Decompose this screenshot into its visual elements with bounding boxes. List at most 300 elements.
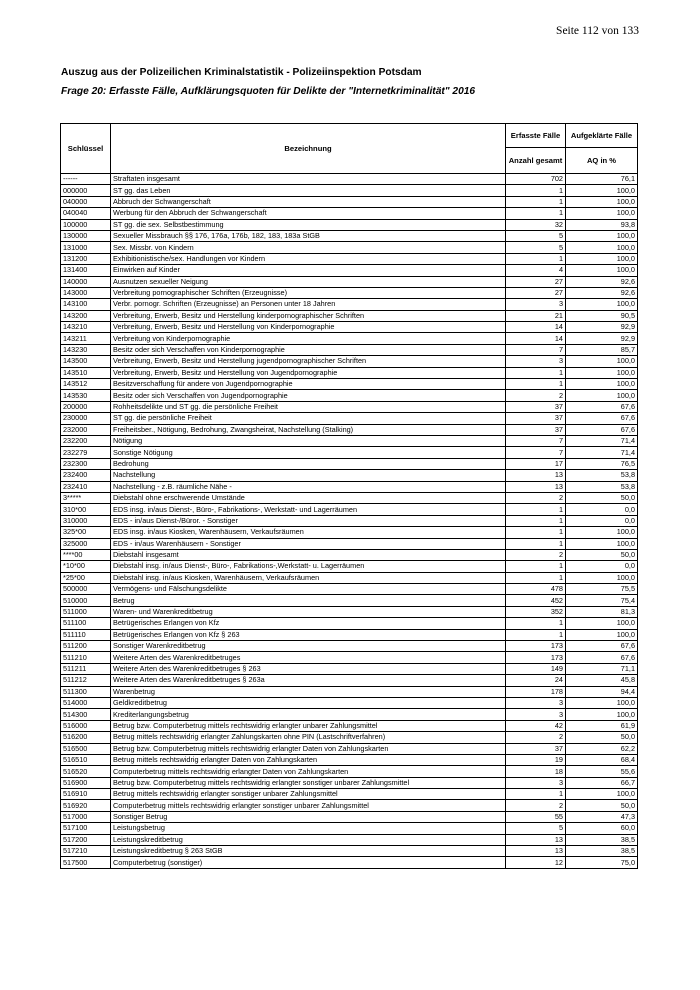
cell-rate: 75,4 [566, 595, 638, 606]
table-row [61, 447, 638, 458]
table-row [61, 242, 638, 253]
table-body [61, 174, 638, 869]
cell-description: Geldkreditbetrug [111, 697, 506, 708]
cell-count: 149 [506, 663, 566, 674]
table-row [61, 196, 638, 207]
cell-description: Diebstahl ohne erschwerende Umstände [111, 492, 506, 503]
cell-count: 19 [506, 754, 566, 765]
cell-description: Diebstahl insg. in/aus Dienst-, Büro-, Fabrikations-,Werkstatt- u. Lagerräumen [111, 561, 506, 572]
cell-count: 1 [506, 379, 566, 390]
cell-count: 1 [506, 515, 566, 526]
cell-key: 143230 [61, 344, 111, 355]
cell-description: Leistungskreditbetrug § 263 StGB [111, 846, 506, 857]
cell-description: Verbr. pornogr. Schriften (Erzeugnisse) an Personen unter 18 Jahren [111, 299, 506, 310]
cell-key: *10*00 [61, 561, 111, 572]
cell-description: Sexueller Missbrauch §§ 176, 176a, 176b, 182, 183, 183a StGB [111, 230, 506, 241]
cell-count: 7 [506, 344, 566, 355]
cell-description: Verbreitung, Erwerb, Besitz und Herstellung jugendpornographischer Schriften [111, 356, 506, 367]
cell-key: 310000 [61, 515, 111, 526]
cell-key: 310*00 [61, 504, 111, 515]
table-row [61, 219, 638, 230]
cell-rate: 100,0 [566, 208, 638, 219]
table-row [61, 435, 638, 446]
cell-count: 32 [506, 219, 566, 230]
cell-key: 000000 [61, 185, 111, 196]
cell-count: 1 [506, 538, 566, 549]
cell-description: EDS - in/aus Warenhäusern - Sonstiger [111, 538, 506, 549]
cell-rate: 66,7 [566, 777, 638, 788]
cell-count: 14 [506, 322, 566, 333]
cell-count: 1 [506, 618, 566, 629]
table-row [61, 504, 638, 515]
cell-rate: 71,4 [566, 447, 638, 458]
cell-count: 1 [506, 253, 566, 264]
cell-count: 55 [506, 811, 566, 822]
cell-count: 37 [506, 413, 566, 424]
cell-rate: 100,0 [566, 185, 638, 196]
cell-description: Verbreitung von Kinderpornographie [111, 333, 506, 344]
cell-count: 7 [506, 447, 566, 458]
cell-rate: 62,2 [566, 743, 638, 754]
cell-description: Vermögens- und Fälschungsdelikte [111, 584, 506, 595]
cell-count: 1 [506, 504, 566, 515]
cell-description: Einwirken auf Kinder [111, 265, 506, 276]
cell-key: 511300 [61, 686, 111, 697]
cell-count: 18 [506, 766, 566, 777]
cell-key: 143100 [61, 299, 111, 310]
table-row [61, 743, 638, 754]
cell-count: 3 [506, 777, 566, 788]
table-row [61, 606, 638, 617]
cell-count: 13 [506, 481, 566, 492]
table-row [61, 641, 638, 652]
cell-count: 4 [506, 265, 566, 276]
cell-count: 27 [506, 276, 566, 287]
cell-count: 2 [506, 549, 566, 560]
cell-rate: 76,1 [566, 174, 638, 185]
cell-key: 232279 [61, 447, 111, 458]
cell-rate: 92,6 [566, 276, 638, 287]
cell-description: EDS - in/aus Dienst-/Büror. - Sonstiger [111, 515, 506, 526]
cell-rate: 92,6 [566, 287, 638, 298]
cell-count: 2 [506, 492, 566, 503]
cell-count: 478 [506, 584, 566, 595]
table-row [61, 481, 638, 492]
cell-key: 040000 [61, 196, 111, 207]
table-row [61, 618, 638, 629]
cell-rate: 71,1 [566, 663, 638, 674]
cell-rate: 93,8 [566, 219, 638, 230]
cell-rate: 50,0 [566, 492, 638, 503]
cell-rate: 0,0 [566, 515, 638, 526]
table-row [61, 561, 638, 572]
cell-description: Betrügerisches Erlangen von Kfz [111, 618, 506, 629]
cell-key: 232400 [61, 470, 111, 481]
cell-count: 13 [506, 470, 566, 481]
cell-description: Besitzverschaffung für andere von Jugendpornographie [111, 379, 506, 390]
cell-rate: 100,0 [566, 242, 638, 253]
header-description: Bezeichnung [111, 124, 506, 174]
cell-description: Betrug mittels rechtswidrig erlangter Daten von Zahlungskarten [111, 754, 506, 765]
cell-count: 1 [506, 561, 566, 572]
cell-description: Betrug bzw. Computerbetrug mittels rechtswidrig erlangter Daten von Zahlungskarten [111, 743, 506, 754]
table-row [61, 697, 638, 708]
cell-key: 511100 [61, 618, 111, 629]
cell-rate: 0,0 [566, 504, 638, 515]
table-row [61, 834, 638, 845]
cell-description: Betrug mittels rechtswidrig erlangter sonstiger unbarer Zahlungsmittel [111, 789, 506, 800]
table-row [61, 789, 638, 800]
table-row [61, 652, 638, 663]
table-row [61, 287, 638, 298]
cell-key: 230000 [61, 413, 111, 424]
cell-description: Diebstahl insgesamt [111, 549, 506, 560]
table-row [61, 572, 638, 583]
cell-key: 143510 [61, 367, 111, 378]
cell-rate: 38,5 [566, 846, 638, 857]
cell-key: 3***** [61, 492, 111, 503]
cell-key: 143200 [61, 310, 111, 321]
table-row [61, 344, 638, 355]
cell-description: Abbruch der Schwangerschaft [111, 196, 506, 207]
cell-rate: 61,9 [566, 720, 638, 731]
table-row [61, 663, 638, 674]
cell-rate: 100,0 [566, 379, 638, 390]
cell-key: 517100 [61, 823, 111, 834]
cell-count: 352 [506, 606, 566, 617]
cell-description: Betrügerisches Erlangen von Kfz § 263 [111, 629, 506, 640]
cell-key: 200000 [61, 401, 111, 412]
cell-description: Krediterlangungsbetrug [111, 709, 506, 720]
cell-rate: 92,9 [566, 333, 638, 344]
cell-count: 13 [506, 846, 566, 857]
table-row [61, 379, 638, 390]
cell-key: 516920 [61, 800, 111, 811]
cell-description: Besitz oder sich Verschaffen von Jugendpornographie [111, 390, 506, 401]
cell-key: 040040 [61, 208, 111, 219]
cell-description: Sonstiger Warenkreditbetrug [111, 641, 506, 652]
table-row [61, 538, 638, 549]
header-recorded: Erfasste Fälle [506, 124, 566, 148]
cell-count: 2 [506, 732, 566, 743]
cell-key: 500000 [61, 584, 111, 595]
table-row [61, 424, 638, 435]
cell-rate: 55,6 [566, 766, 638, 777]
cell-key: 131000 [61, 242, 111, 253]
cell-count: 42 [506, 720, 566, 731]
table-row [61, 390, 638, 401]
table-row [61, 322, 638, 333]
cell-rate: 50,0 [566, 549, 638, 560]
cell-key: 511211 [61, 663, 111, 674]
header-count: Anzahl gesamt [506, 148, 566, 174]
cell-key: 130000 [61, 230, 111, 241]
cell-description: Sonstiger Betrug [111, 811, 506, 822]
cell-count: 13 [506, 834, 566, 845]
table-row [61, 766, 638, 777]
cell-key: 131200 [61, 253, 111, 264]
cell-description: Betrug [111, 595, 506, 606]
cell-key: 516510 [61, 754, 111, 765]
cell-key: 511210 [61, 652, 111, 663]
cell-rate: 68,4 [566, 754, 638, 765]
cell-rate: 100,0 [566, 538, 638, 549]
cell-rate: 100,0 [566, 709, 638, 720]
cell-description: Nachstellung [111, 470, 506, 481]
cell-count: 1 [506, 208, 566, 219]
cell-count: 3 [506, 356, 566, 367]
cell-description: Verbreitung, Erwerb, Besitz und Herstellung von Jugendpornographie [111, 367, 506, 378]
cell-count: 173 [506, 652, 566, 663]
cell-key: 517210 [61, 846, 111, 857]
table-row [61, 777, 638, 788]
cell-rate: 100,0 [566, 527, 638, 538]
cell-description: Weitere Arten des Warenkreditbetruges § 263a [111, 675, 506, 686]
cell-key: 516000 [61, 720, 111, 731]
table-row [61, 549, 638, 560]
cell-rate: 75,5 [566, 584, 638, 595]
cell-count: 7 [506, 435, 566, 446]
cell-rate: 47,3 [566, 811, 638, 822]
table-row [61, 230, 638, 241]
table-row [61, 299, 638, 310]
cell-count: 3 [506, 697, 566, 708]
table-row [61, 265, 638, 276]
table-row [61, 401, 638, 412]
table-row [61, 709, 638, 720]
cell-key: 511212 [61, 675, 111, 686]
cell-count: 1 [506, 527, 566, 538]
cell-rate: 67,6 [566, 641, 638, 652]
cell-key: 511200 [61, 641, 111, 652]
cell-description: Betrug mittels rechtswidrig erlangter Zahlungskarten ohne PIN (Lastschriftverfahren) [111, 732, 506, 743]
document-subtitle: Frage 20: Erfasste Fälle, Aufklärungsquoten für Delikte der "Internetkriminalität" 2016 [61, 86, 476, 97]
cell-key: 232300 [61, 458, 111, 469]
cell-rate: 92,9 [566, 322, 638, 333]
cell-rate: 45,8 [566, 675, 638, 686]
table-row [61, 208, 638, 219]
header-key: Schlüssel [61, 124, 111, 174]
cell-rate: 100,0 [566, 356, 638, 367]
cell-rate: 94,4 [566, 686, 638, 697]
cell-key: 232200 [61, 435, 111, 446]
cell-key: 232410 [61, 481, 111, 492]
cell-key: 517000 [61, 811, 111, 822]
cell-key: ------ [61, 174, 111, 185]
cell-key: 143211 [61, 333, 111, 344]
cell-count: 1 [506, 572, 566, 583]
cell-key: 511110 [61, 629, 111, 640]
cell-description: Waren- und Warenkreditbetrug [111, 606, 506, 617]
cell-description: Exhibitionistische/sex. Handlungen vor Kindern [111, 253, 506, 264]
cell-key: 140000 [61, 276, 111, 287]
cell-rate: 38,5 [566, 834, 638, 845]
cell-description: EDS insg. in/aus Dienst-, Büro-, Fabrikations-, Werkstatt- und Lagerräumen [111, 504, 506, 515]
table-row [61, 629, 638, 640]
cell-description: Besitz oder sich Verschaffen von Kinderpornographie [111, 344, 506, 355]
cell-rate: 53,8 [566, 481, 638, 492]
cell-rate: 100,0 [566, 572, 638, 583]
cell-count: 2 [506, 390, 566, 401]
cell-description: Sonstige Nötigung [111, 447, 506, 458]
cell-description: Bedrohung [111, 458, 506, 469]
cell-key: 511000 [61, 606, 111, 617]
cell-rate: 100,0 [566, 697, 638, 708]
cell-count: 37 [506, 424, 566, 435]
cell-key: 517200 [61, 834, 111, 845]
cell-description: Verbreitung pornographischer Schriften (Erzeugnisse) [111, 287, 506, 298]
cell-rate: 67,6 [566, 424, 638, 435]
cell-description: Werbung für den Abbruch der Schwangerschaft [111, 208, 506, 219]
table-row [61, 823, 638, 834]
table-row [61, 356, 638, 367]
cell-key: 514000 [61, 697, 111, 708]
cell-description: Nachstellung - z.B. räumliche Nähe - [111, 481, 506, 492]
cell-description: ST gg. die persönliche Freiheit [111, 413, 506, 424]
cell-count: 5 [506, 242, 566, 253]
cell-count: 3 [506, 709, 566, 720]
header-cleared: Aufgeklärte Fälle [566, 124, 638, 148]
cell-description: Leistungskreditbetrug [111, 834, 506, 845]
cell-description: Ausnutzen sexueller Neigung [111, 276, 506, 287]
cell-description: Diebstahl insg. in/aus Kiosken, Warenhäusern, Verkaufsräumen [111, 572, 506, 583]
cell-count: 5 [506, 230, 566, 241]
cell-count: 24 [506, 675, 566, 686]
cell-count: 17 [506, 458, 566, 469]
cell-rate: 50,0 [566, 800, 638, 811]
table-row [61, 595, 638, 606]
cell-key: 325000 [61, 538, 111, 549]
cell-rate: 100,0 [566, 253, 638, 264]
cell-key: 131400 [61, 265, 111, 276]
cell-rate: 67,6 [566, 652, 638, 663]
cell-description: Computerbetrug (sonstiger) [111, 857, 506, 868]
cell-description: ST gg. die sex. Selbstbestimmung [111, 219, 506, 230]
cell-rate: 100,0 [566, 789, 638, 800]
page-number: Seite 112 von 133 [556, 25, 639, 37]
table-row [61, 811, 638, 822]
table-row [61, 720, 638, 731]
cell-description: Verbreitung, Erwerb, Besitz und Herstellung kinderpornographischer Schriften [111, 310, 506, 321]
table-row [61, 754, 638, 765]
cell-key: 516500 [61, 743, 111, 754]
cell-count: 1 [506, 367, 566, 378]
cell-description: Rohheitsdelikte und ST gg. die persönliche Freiheit [111, 401, 506, 412]
cell-description: EDS insg. in/aus Kiosken, Warenhäusern, Verkaufsräumen [111, 527, 506, 538]
table-row [61, 413, 638, 424]
cell-description: Betrug bzw. Computerbetrug mittels rechtswidrig erlangter sonstiger unbarer Zahlungsmittel [111, 777, 506, 788]
cell-count: 2 [506, 800, 566, 811]
statistics-table [60, 123, 638, 869]
cell-key: 514300 [61, 709, 111, 720]
table-row [61, 276, 638, 287]
cell-description: Freiheitsber., Nötigung, Bedrohung, Zwangsheirat, Nachstellung (Stalking) [111, 424, 506, 435]
cell-key: 516900 [61, 777, 111, 788]
table-row [61, 846, 638, 857]
cell-rate: 67,6 [566, 401, 638, 412]
table-row [61, 732, 638, 743]
cell-rate: 90,5 [566, 310, 638, 321]
cell-rate: 81,3 [566, 606, 638, 617]
cell-count: 1 [506, 196, 566, 207]
cell-key: 143500 [61, 356, 111, 367]
cell-count: 14 [506, 333, 566, 344]
table-row [61, 675, 638, 686]
cell-description: Straftaten insgesamt [111, 174, 506, 185]
cell-key: 232000 [61, 424, 111, 435]
cell-count: 452 [506, 595, 566, 606]
cell-count: 1 [506, 185, 566, 196]
cell-description: Computerbetrug mittels rechtswidrig erlangter Daten von Zahlungskarten [111, 766, 506, 777]
table-row [61, 253, 638, 264]
cell-key: 516910 [61, 789, 111, 800]
cell-count: 21 [506, 310, 566, 321]
cell-description: Weitere Arten des Warenkreditbetruges § 263 [111, 663, 506, 674]
cell-description: Leistungsbetrug [111, 823, 506, 834]
cell-count: 702 [506, 174, 566, 185]
table-row [61, 470, 638, 481]
cell-rate: 85,7 [566, 344, 638, 355]
cell-count: 173 [506, 641, 566, 652]
cell-description: Verbreitung, Erwerb, Besitz und Herstellung von Kinderpornographie [111, 322, 506, 333]
cell-key: 517500 [61, 857, 111, 868]
cell-description: Sex. Missbr. von Kindern [111, 242, 506, 253]
cell-count: 3 [506, 299, 566, 310]
cell-key: 325*00 [61, 527, 111, 538]
cell-key: 100000 [61, 219, 111, 230]
cell-rate: 100,0 [566, 629, 638, 640]
table-row [61, 857, 638, 868]
cell-description: ST gg. das Leben [111, 185, 506, 196]
cell-rate: 100,0 [566, 196, 638, 207]
cell-count: 27 [506, 287, 566, 298]
cell-rate: 100,0 [566, 618, 638, 629]
cell-count: 12 [506, 857, 566, 868]
table-row [61, 185, 638, 196]
cell-description: Warenbetrug [111, 686, 506, 697]
cell-rate: 0,0 [566, 561, 638, 572]
cell-count: 1 [506, 629, 566, 640]
cell-key: 510000 [61, 595, 111, 606]
cell-key: 143000 [61, 287, 111, 298]
cell-key: *25*00 [61, 572, 111, 583]
table-row [61, 367, 638, 378]
table-row [61, 492, 638, 503]
cell-count: 37 [506, 401, 566, 412]
cell-rate: 100,0 [566, 367, 638, 378]
cell-key: 143530 [61, 390, 111, 401]
cell-rate: 67,6 [566, 413, 638, 424]
document-title: Auszug aus der Polizeilichen Kriminalstatistik - Polizeiinspektion Potsdam [61, 67, 422, 78]
table-row [61, 174, 638, 185]
header-rate: AQ in % [566, 148, 638, 174]
table-row [61, 333, 638, 344]
cell-description: Nötigung [111, 435, 506, 446]
table-row [61, 458, 638, 469]
cell-rate: 100,0 [566, 390, 638, 401]
table-row [61, 686, 638, 697]
table-row [61, 527, 638, 538]
table-row [61, 584, 638, 595]
cell-rate: 100,0 [566, 265, 638, 276]
table-row [61, 800, 638, 811]
cell-rate: 71,4 [566, 435, 638, 446]
table-row [61, 310, 638, 321]
cell-count: 178 [506, 686, 566, 697]
cell-count: 5 [506, 823, 566, 834]
cell-count: 1 [506, 789, 566, 800]
cell-rate: 100,0 [566, 230, 638, 241]
